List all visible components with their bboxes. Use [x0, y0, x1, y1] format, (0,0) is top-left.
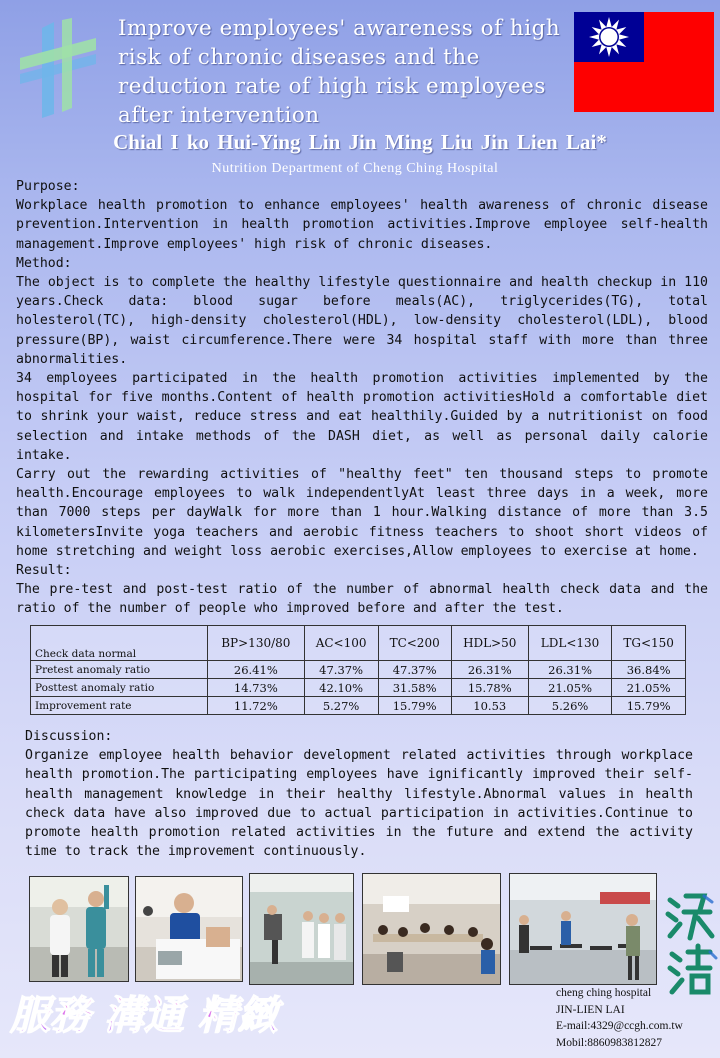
- table-column-header: LDL<130: [528, 626, 611, 661]
- table-cell: 42.10%: [304, 679, 378, 697]
- photo-seminar-room: [362, 873, 501, 985]
- table-cell: 5.27%: [304, 697, 378, 715]
- table-cell: 26.31%: [451, 661, 528, 679]
- table-cell: 47.37%: [304, 661, 378, 679]
- contact-name: JIN-LIEN LAI: [556, 1003, 625, 1016]
- contact-block: [556, 985, 716, 1051]
- table-row-label: Improvement rate: [31, 697, 208, 715]
- method-heading: Method:: [16, 255, 72, 271]
- discussion-text: Organize employee health behavior development related activities through workplace health promotion.The participating employees have ignificantly improved their self-health management knowledge in their healthy lifestyle.Abnormal values in health check data have also improved due to actual participation in activities.Continue to promote health promotion related activities in the future and extend the activity time to track the improvement continuously.: [25, 748, 693, 860]
- table-cell: 15.79%: [378, 697, 451, 715]
- contact-email: E-mail:4329@ccgh.com.tw: [556, 1020, 683, 1032]
- purpose-heading: Purpose:: [16, 179, 80, 194]
- cross-logo-icon: [18, 18, 98, 118]
- table-row: [31, 661, 686, 679]
- table-column-header: HDL>50: [451, 626, 528, 661]
- table-cell: 15.78%: [451, 679, 528, 697]
- table-cell: 11.72%: [208, 697, 305, 715]
- result-heading: Result:: [16, 563, 72, 579]
- table-cell: 36.84%: [612, 661, 686, 679]
- table-cell: 21.05%: [612, 679, 686, 697]
- table-cell: 31.58%: [378, 679, 451, 697]
- photo-health-check: [29, 876, 129, 982]
- table-cell: 21.05%: [528, 679, 611, 697]
- table-header-row: [31, 626, 686, 661]
- discussion-section: [25, 727, 693, 861]
- table-row: [31, 697, 686, 715]
- main-text: [16, 177, 708, 619]
- table-row-label: Posttest anomaly ratio: [31, 679, 208, 697]
- authors: Chial I ko Hui-Ying Lin Jin Ming Liu Jin Lien Lai*: [113, 130, 607, 154]
- table-cell: 5.26%: [528, 697, 611, 715]
- taiwan-flag-icon: [574, 12, 714, 112]
- photo-exercise-hallway: [249, 873, 354, 985]
- table-row: [31, 679, 686, 697]
- table-cell: 10.53: [451, 697, 528, 715]
- table-corner-cell: Check data normal: [31, 626, 208, 661]
- hospital-calligraphy-icon: [660, 888, 720, 998]
- photo-aerobic-class: [509, 873, 657, 985]
- table-cell: 14.73%: [208, 679, 305, 697]
- table-column-header: AC<100: [304, 626, 378, 661]
- table-cell: 15.79%: [612, 697, 686, 715]
- table-row-label: Pretest anomaly ratio: [31, 661, 208, 679]
- method-paragraph-2: 34 employees participated in the health promotion activities implemented by the hospital for five months.Content of health promotion activitiesHold a comfortable diet to shrink your waist, reduce stress and eat healthily.Guided by a nutritionist on food selection and intake methods of the DASH diet, as well as personal daily calorie intake.: [16, 371, 708, 463]
- photo-blood-pressure: [135, 876, 243, 982]
- purpose-text: Workplace health promotion to enhance employees' health awareness of chronic disease prevention.Intervention in health promotion activities.Improve employee self-health management.Improve employees' high risk of chronic diseases.: [16, 198, 708, 252]
- contact-mobile: Mobil:8860983812827: [556, 1036, 663, 1049]
- contact-hospital: cheng ching hospital: [556, 987, 652, 999]
- method-paragraph-3: Carry out the rewarding activities of "healthy feet" ten thousand steps to promote health.Encourage employees to walk independentlyAt least three days in a week, more than 7000 steps per dayWalk for more than 1 hour.Walking distance of more than 3.5 kilometersInvite yoga teachers and aerobic fitness teachers to shoot short videos of home stretching and weight loss aerobic exercises,Allow employees to exercise at home.: [16, 467, 708, 559]
- poster-title: Improve employees' awareness of high risk of chronic diseases and the reduction rate of high risk employees after intervention: [118, 16, 561, 128]
- table-cell: 26.31%: [528, 661, 611, 679]
- table-column-header: TG<150: [612, 626, 686, 661]
- slogan-text: 服務 溝通 精緻: [10, 993, 278, 1039]
- table-cell: 26.41%: [208, 661, 305, 679]
- result-text: The pre-test and post-test ratio of the number of abnormal health check data and the ratio of the number of people who improved before and after the test.: [16, 582, 708, 617]
- method-paragraph-1: The object is to complete the healthy lifestyle questionnaire and health checkup in 110 years.Check data: blood sugar before meals(AC), triglycerides(TG), total holesterol(TC), high-density cholesterol(HDL), low-density cholesterol(LDL), blood pressure(BP), waist circumference.There were 34 hospital staff with more than three abnormalities.: [16, 275, 708, 367]
- slogan-calligraphy: [10, 987, 278, 1039]
- table-cell: 47.37%: [378, 661, 451, 679]
- affiliation: Nutrition Department of Cheng Ching Hospital: [211, 161, 499, 176]
- table-column-header: BP>130/80: [208, 626, 305, 661]
- discussion-heading: Discussion:: [25, 729, 113, 744]
- table-column-header: TC<200: [378, 626, 451, 661]
- result-table: [30, 625, 686, 715]
